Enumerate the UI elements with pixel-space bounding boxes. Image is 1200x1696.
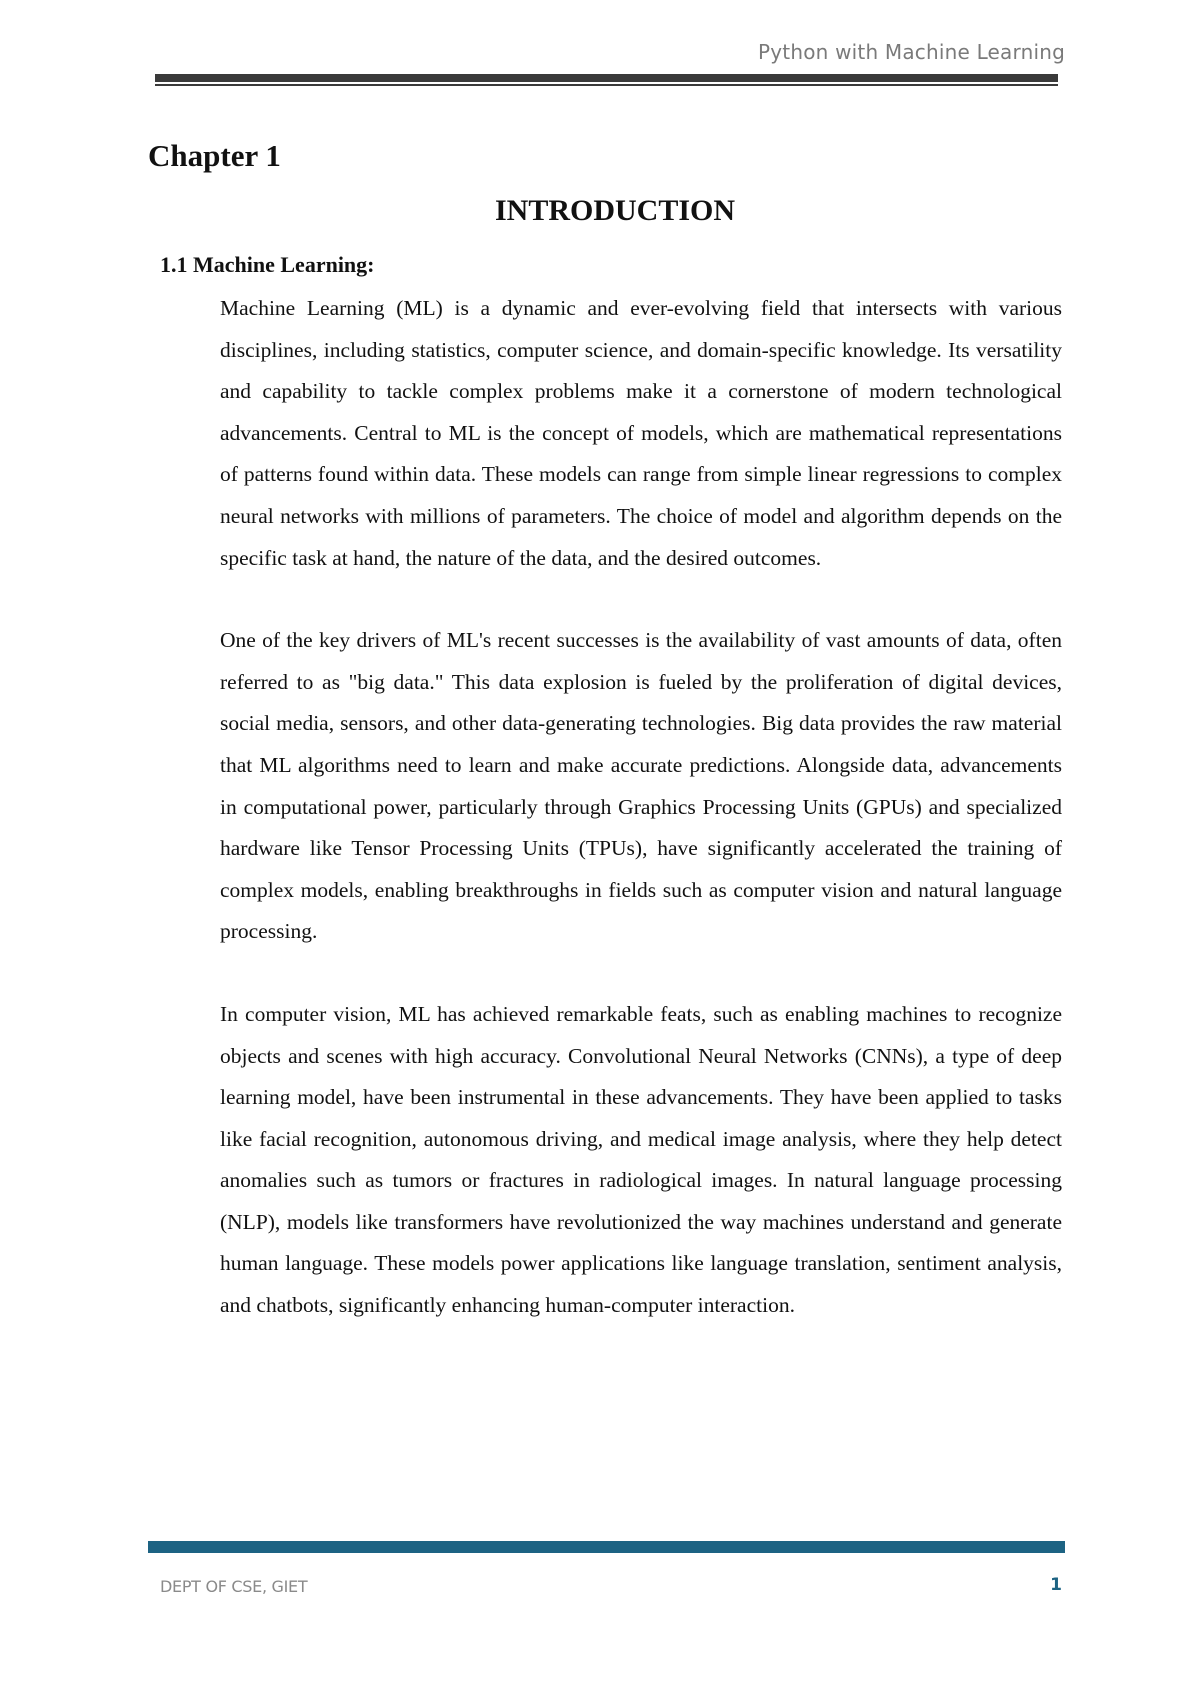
footer-department: DEPT OF CSE, GIET <box>160 1577 308 1596</box>
paragraph: In computer vision, ML has achieved remarkable feats, such as enabling machines to recognize objects and scenes with high accuracy. Convolutional Neural Networks (CNNs), a type of deep learning model, have been instrumental in these advancements. They have been applied to tasks like facial recognition, autonomous driving, and medical image analysis, where they help detect anomalies such as tumors or fractures in radiological images. In natural language processing (NLP), models like transformers have revolutionized the way machines understand and generate human language. These models power applications like language translation, sentiment analysis, and chatbots, significantly enhancing human-computer interaction. <box>220 1001 1062 1318</box>
running-header: Python with Machine Learning <box>758 40 1065 64</box>
paragraph: Machine Learning (ML) is a dynamic and ever-evolving field that intersects with various disciplines, including statistics, computer science, and domain-specific knowledge. Its versatility and capability to tackle complex problems make it a cornerstone of modern technological advancements. Central to ML is the concept of models, which are mathematical representations of patterns found within data. These models can range from simple linear regressions to complex neural networks with millions of parameters. The choice of model and algorithm depends on the specific task at hand, the nature of the data, and the desired outcomes. <box>220 296 1062 570</box>
chapter-title: INTRODUCTION <box>494 194 736 227</box>
header-divider <box>155 74 1058 82</box>
body-text <box>220 288 1062 1368</box>
section-heading: 1.1 Machine Learning: <box>160 252 375 277</box>
page-number: 1 <box>1050 1575 1062 1595</box>
paragraph: One of the key drivers of ML's recent successes is the availability of vast amounts of data, often referred to as "big data." This data explosion is fueled by the proliferation of digital devices, social media, sensors, and other data-generating technologies. Big data provides the raw material that ML algorithms need to learn and make accurate predictions. Alongside data, advancements in computational power, particularly through Graphics Processing Units (GPUs) and specialized hardware like Tensor Processing Units (TPUs), have significantly accelerated the training of complex models, enabling breakthroughs in fields such as computer vision and natural language processing. <box>220 628 1062 944</box>
chapter-label: Chapter 1 <box>148 138 281 173</box>
header-divider-thin <box>155 84 1058 86</box>
footer-divider <box>148 1541 1065 1553</box>
